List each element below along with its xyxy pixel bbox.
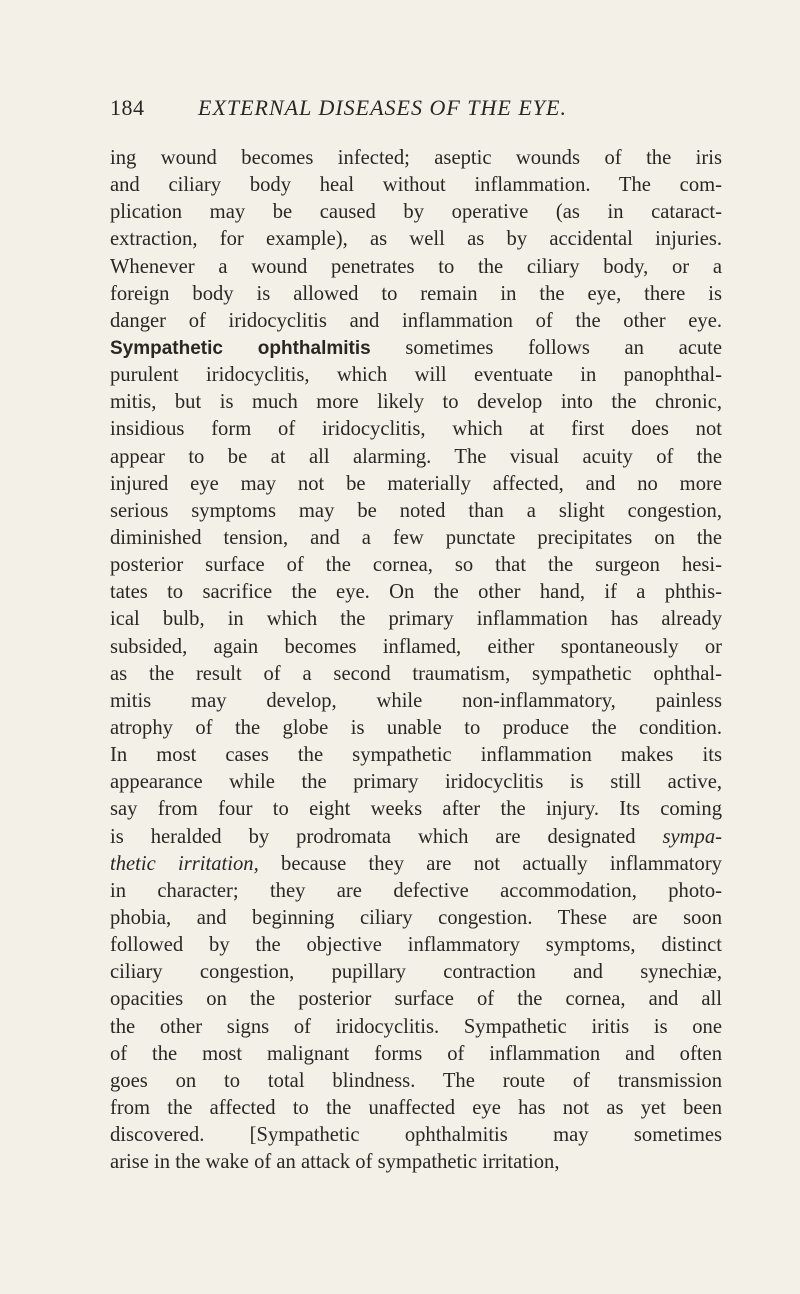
text-run: phobia, and beginning ciliary congestion. These are soon (110, 906, 722, 929)
text-run: followed by the objective inflammatory symptoms, distinct (110, 934, 722, 957)
text-run: because they are not actually inflammatory (258, 852, 722, 875)
text-line (110, 444, 722, 471)
text-run: ing wound becomes infected; aseptic wounds of the iris (110, 147, 722, 169)
text-run: of the most malignant forms of inflammation and often (110, 1042, 722, 1065)
text-run: ical bulb, in which the primary inflammation has already (110, 608, 722, 631)
text-line (110, 1014, 722, 1041)
text-run: plication may be caused by operative (as in cataract- (110, 201, 722, 224)
text-line (110, 824, 722, 851)
text-line (110, 362, 722, 389)
text-line (110, 905, 722, 932)
text-line (110, 226, 722, 253)
text-line (110, 254, 722, 281)
page-header (110, 95, 710, 127)
text-run: arise in the wake of an attack of sympathetic irritation, (110, 1151, 560, 1174)
text-line (110, 661, 722, 688)
text-line (110, 552, 722, 579)
text-run: as the result of a second traumatism, sympathetic ophthal- (110, 662, 722, 685)
text-line (110, 525, 722, 552)
bold-term: Sympathetic ophthalmitis (110, 337, 371, 359)
text-line (110, 715, 722, 742)
text-line (110, 389, 722, 416)
text-line (110, 471, 722, 498)
text-line (110, 986, 722, 1013)
text-line (110, 281, 722, 308)
text-line (110, 878, 722, 905)
text-run: purulent iridocyclitis, which will eventuate in panophthal- (110, 364, 722, 387)
text-line (110, 1122, 722, 1149)
text-run: goes on to total blindness. The route of transmission (110, 1069, 722, 1092)
text-line (110, 1095, 722, 1122)
text-line (110, 498, 722, 525)
text-run: opacities on the posterior surface of the cornea, and all (110, 988, 722, 1011)
text-line (110, 416, 722, 443)
text-run: injured eye may not be materially affected, and no more (110, 472, 722, 495)
text-line (110, 769, 722, 796)
text-run: insidious form of iridocyclitis, which at first does not (110, 418, 722, 441)
text-line (110, 1041, 722, 1068)
running-title: EXTERNAL DISEASES OF THE EYE. (198, 95, 567, 120)
text-run: in character; they are defective accommodation, photo- (110, 879, 722, 902)
text-run: Whenever a wound penetrates to the ciliary body, or a (110, 255, 722, 278)
text-line (110, 851, 722, 878)
text-run: sometimes follows an acute (370, 336, 723, 359)
text-line (110, 796, 722, 823)
text-run: appear to be at all alarming. The visual acuity of the (110, 445, 722, 468)
text-run: posterior surface of the cornea, so that the surgeon hesi- (110, 554, 722, 577)
text-run: tates to sacrifice the eye. On the other hand, if a phthis- (110, 581, 722, 604)
text-run: is heralded by prodromata which are designated (110, 825, 663, 848)
text-run: foreign body is allowed to remain in the eye, there is (110, 282, 722, 305)
italic-term: thetic irritation, (110, 852, 259, 875)
page-number: 184 (110, 95, 145, 120)
text-run: diminished tension, and a few punctate precipitates on the (110, 526, 722, 549)
text-run: from the affected to the unaffected eye has not as yet been (110, 1096, 722, 1119)
body-text (110, 145, 722, 1176)
text-line (110, 932, 722, 959)
text-line (110, 606, 722, 633)
text-run: and ciliary body heal without inflammation. The com- (110, 174, 722, 197)
text-run: extraction, for example), as well as by accidental injuries. (110, 228, 722, 251)
text-run: the other signs of iridocyclitis. Sympathetic iritis is one (110, 1015, 722, 1038)
text-line (110, 634, 722, 661)
text-run: appearance while the primary iridocyclitis is still active, (110, 771, 722, 794)
text-run: mitis may develop, while non-inflammatory, painless (110, 689, 722, 712)
text-line (110, 959, 722, 986)
text-run: subsided, again becomes inflamed, either spontaneously or (110, 635, 722, 658)
text-line (110, 1068, 722, 1095)
text-line (110, 742, 722, 769)
text-run: serious symptoms may be noted than a slight congestion, (110, 499, 722, 522)
italic-term: sympa- (662, 825, 722, 848)
text-run: ciliary congestion, pupillary contraction and synechiæ, (110, 961, 722, 984)
text-line (110, 579, 722, 606)
text-line (110, 308, 722, 335)
text-line (110, 688, 722, 715)
text-run: discovered. [Sympathetic ophthalmitis may sometimes (110, 1124, 722, 1147)
text-run: In most cases the sympathetic inflammation makes its (110, 744, 722, 767)
text-line (110, 199, 722, 226)
text-line (110, 145, 722, 172)
text-run: say from four to eight weeks after the injury. Its coming (110, 798, 722, 821)
text-run: mitis, but is much more likely to develop into the chronic, (110, 391, 722, 414)
text-run: atrophy of the globe is unable to produce the condition. (110, 716, 722, 739)
text-run: danger of iridocyclitis and inflammation of the other eye. (110, 309, 722, 332)
text-line (110, 172, 722, 199)
text-line (110, 335, 722, 362)
text-line (110, 1149, 722, 1176)
